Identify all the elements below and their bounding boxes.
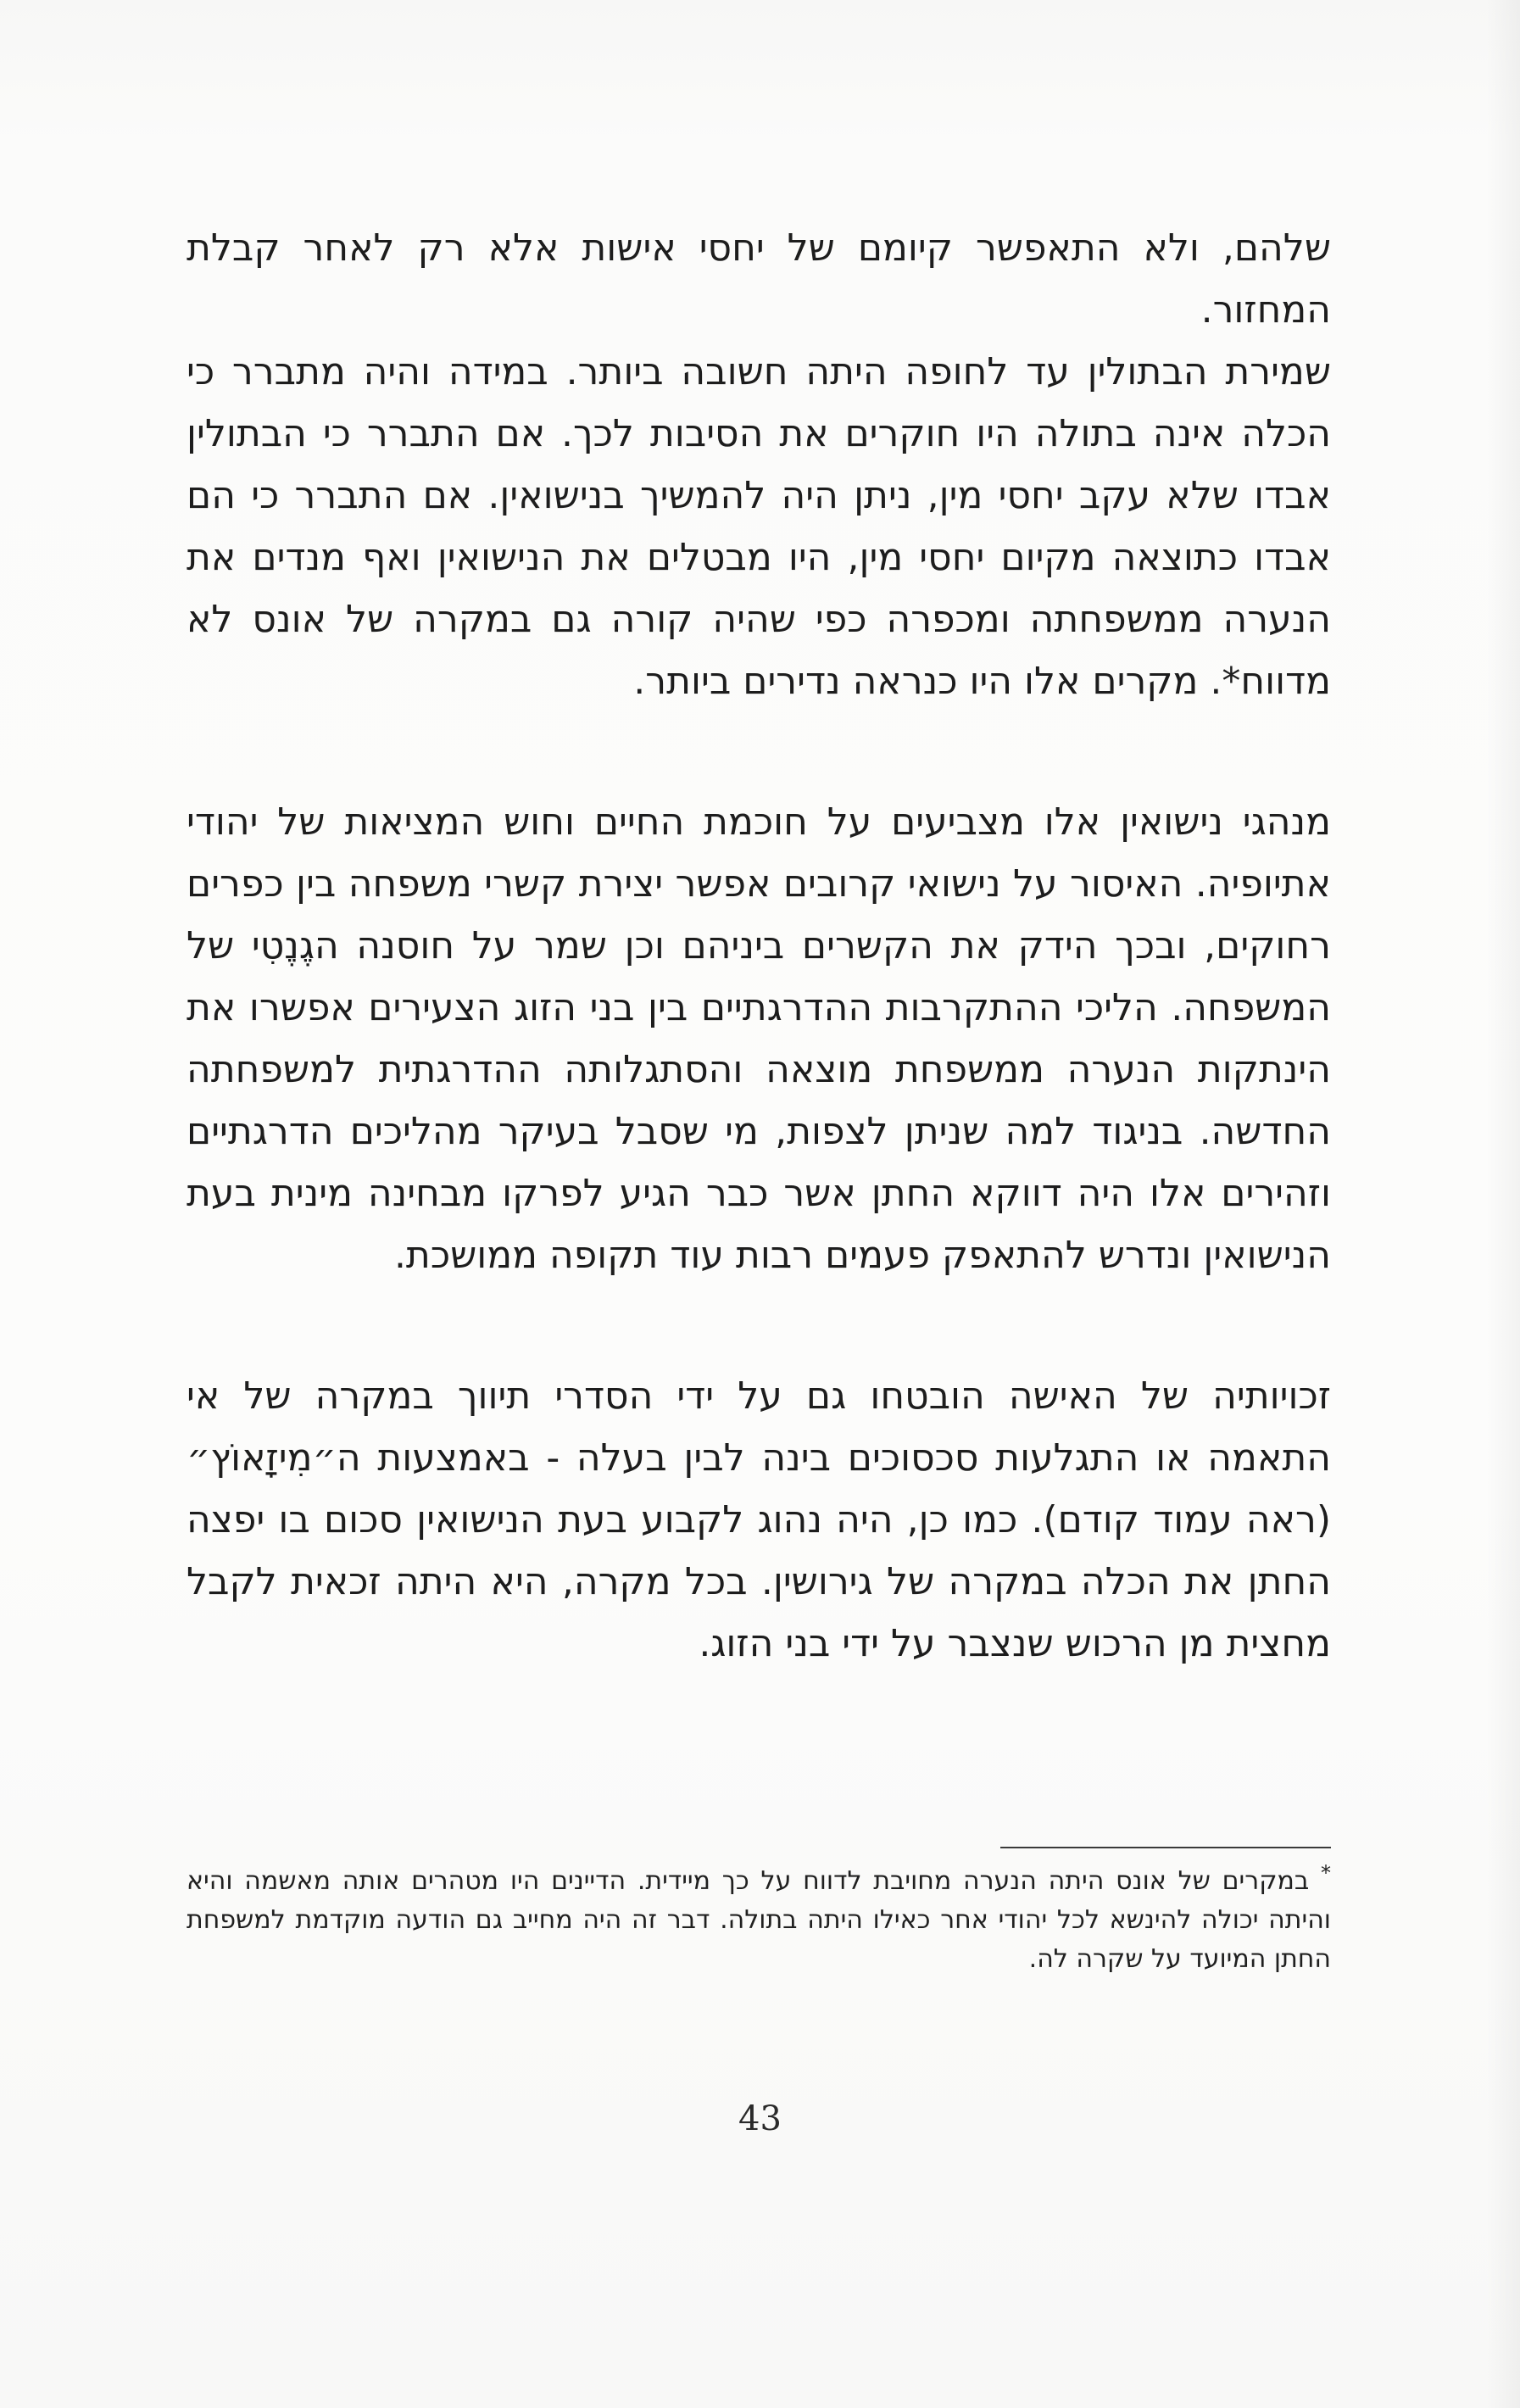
footnote xyxy=(187,1862,1331,1979)
paragraph-3: מנהגי נישואין אלו מצביעים על חוכמת החיים וחוש המציאות של יהודי אתיופיה. האיסור על נישואי קרובים אפשר יצירת קשרי משפחה בין כפרים רחוקים, ובכך הידק את הקשרים ביניהם וכן שמר על חוסנה הגֶנֶטִי של המשפחה. הליכי ההתקרבות ההדרגתיים בין בני הזוג הצעירים אפשרו את הינתקות הנערה ממשפחת מוצאה והסתגלותה ההדרגתית למשפחתה החדשה. בניגוד למה שניתן לצפות, מי שסבל בעיקר מהליכים הדרגתיים וזהירים אלו היה דווקא החתן אשר כבר הגיע לפרקו מבחינה מינית בעת הנישואין ונדרש להתאפק פעמים רבות עוד תקופה ממושכת. xyxy=(187,800,1331,1277)
paragraph-1: שלהם, ולא התאפשר קיומם של יחסי אישות אלא רק לאחר קבלת המחזור. xyxy=(187,226,1331,332)
page-number: 43 xyxy=(738,2099,782,2138)
footnote-mark: * xyxy=(1321,1861,1331,1885)
paragraph-group-3 xyxy=(187,1365,1331,1675)
page-edge-shadow xyxy=(1486,0,1520,2408)
paragraph-group-2 xyxy=(187,791,1331,1286)
footnote-text: במקרים של אונס היתה הנערה מחויבת לדווח על כך מיידית. הדיינים היו מטהרים אותה מאשמה והיא והיתה יכולה להינשא לכל יהודי אחר כאילו היתה בתולה. דבר זה היה מחייב גם הודעה מוקדמת למשפחת החתן המיועד על שקרה לה. xyxy=(187,1866,1331,1974)
paragraph-2: שמירת הבתולין עד לחופה היתה חשובה ביותר. במידה והיה מתברר כי הכלה אינה בתולה היו חוקרים את הסיבות לכך. אם התברר כי הבתולין אבדו שלא עקב יחסי מין, ניתן היה להמשיך בנישואין. אם התברר כי הם אבדו כתוצאה מקיום יחסי מין, היו מבטלים את הנישואין ואף מנדים את הנערה ממשפחתה ומכפרה כפי שהיה קורה גם במקרה של אונס לא מדווח*. מקרים אלו היו כנראה נדירים ביותר. xyxy=(187,350,1331,703)
footnote-divider xyxy=(1000,1847,1331,1848)
paragraph-4: זכויותיה של האישה הובטחו גם על ידי הסדרי תיווך במקרה של אי התאמה או התגלעות סכסוכים בינה לבין בעלה - באמצעות ה״מִיזָאוֹץ״ (ראה עמוד קודם). כמו כן, היה נהוג לקבוע בעת הנישואין סכום בו יפצה החתן את הכלה במקרה של גירושין. בכל מקרה, היא היתה זכאית לקבל מחצית מן הרכוש שנצבר על ידי בני הזוג. xyxy=(187,1374,1331,1665)
paragraph-group-1 xyxy=(187,217,1331,712)
